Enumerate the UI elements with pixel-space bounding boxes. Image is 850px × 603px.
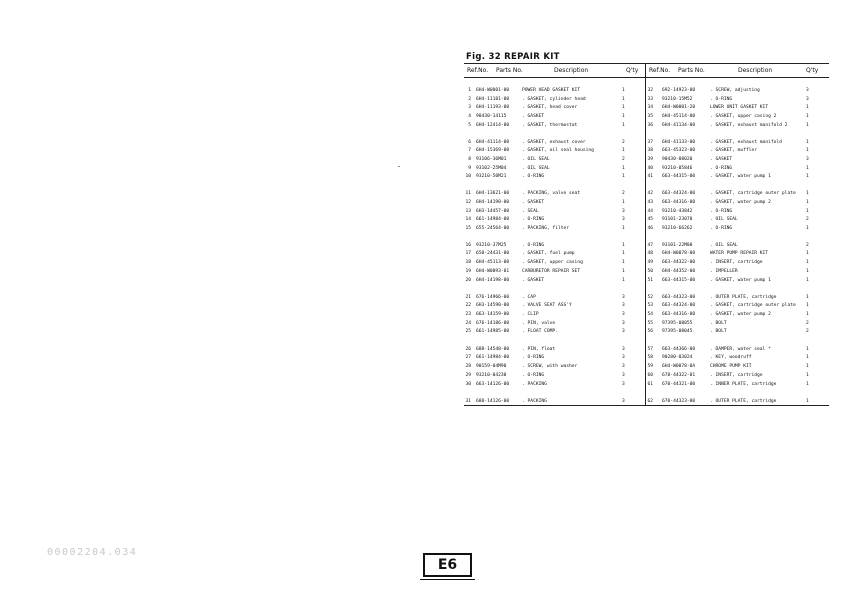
part-number: 6H4-W0001-00 bbox=[476, 88, 510, 93]
ref-number: 30 bbox=[465, 382, 471, 387]
part-description: . VALVE SEAT ASS'Y bbox=[522, 303, 572, 308]
part-description: . INSERT, cartridge bbox=[710, 373, 763, 378]
quantity: 1 bbox=[622, 123, 625, 128]
part-number: 93210-66262 bbox=[662, 226, 693, 231]
quantity: 1 bbox=[806, 226, 809, 231]
ref-number: 9 bbox=[468, 166, 471, 171]
header-ref-left: Ref.No. bbox=[467, 67, 489, 74]
part-description: . GASKET, muffler bbox=[710, 148, 758, 153]
quantity: 3 bbox=[806, 157, 809, 162]
quantity: 1 bbox=[622, 174, 625, 179]
part-description: . GASKET, exhaust manifold 2 bbox=[710, 123, 788, 128]
header-ref-right: Ref.No. bbox=[649, 67, 671, 74]
ref-number: 39 bbox=[647, 157, 653, 162]
part-number: 6H4-W0001-20 bbox=[662, 105, 696, 110]
part-description: . SCREW, adjusting bbox=[710, 88, 760, 93]
column-divider bbox=[645, 76, 646, 405]
part-description: . OIL SEAL bbox=[710, 243, 738, 248]
part-number: 663-44315-00 bbox=[662, 278, 696, 283]
ref-number: 54 bbox=[647, 312, 653, 317]
part-number: 663-44316-00 bbox=[662, 312, 696, 317]
part-description: . PIN, valve bbox=[522, 321, 556, 326]
part-number: 93101-22M00 bbox=[662, 243, 693, 248]
quantity: 1 bbox=[806, 382, 809, 387]
ref-number: 48 bbox=[647, 251, 653, 256]
part-number: 97395-08055 bbox=[662, 321, 693, 326]
quantity: 1 bbox=[806, 174, 809, 179]
ref-number: 42 bbox=[647, 191, 653, 196]
part-description: . OIL SEAL bbox=[710, 217, 738, 222]
quantity: 1 bbox=[806, 278, 809, 283]
part-number: 663-45323-00 bbox=[662, 148, 696, 153]
ref-number: 50 bbox=[647, 269, 653, 274]
quantity: 3 bbox=[806, 97, 809, 102]
part-number: 670-44323-00 bbox=[662, 399, 696, 404]
header-qty-left: Q'ty bbox=[626, 67, 639, 74]
part-description: . O-RING bbox=[710, 97, 733, 102]
part-description: . GASKET bbox=[522, 114, 545, 119]
quantity: 1 bbox=[622, 269, 625, 274]
part-description: . KEY, woodruff bbox=[710, 355, 752, 360]
part-number: 93210-37M25 bbox=[476, 243, 507, 248]
part-number: 663-44323-00 bbox=[662, 295, 696, 300]
part-number: 661-14984-00 bbox=[476, 217, 510, 222]
part-number: 90159-04M90 bbox=[476, 364, 507, 369]
part-number: 6H4-41114-00 bbox=[476, 140, 510, 145]
part-description: . OIL SEAL bbox=[522, 166, 550, 171]
part-number: 93101-23070 bbox=[662, 217, 693, 222]
part-number: 90430-08020 bbox=[662, 157, 693, 162]
part-description: . GASKET, fuel pump bbox=[522, 251, 575, 256]
part-description: . GASKET, thermostat bbox=[522, 123, 578, 128]
part-number: 6H4-11193-00 bbox=[476, 105, 510, 110]
part-description: . PACKING bbox=[522, 382, 547, 387]
part-description: . PACKING, valve seat bbox=[522, 191, 581, 196]
quantity: 1 bbox=[622, 105, 625, 110]
part-description: . OUTER PLATE, cartridge bbox=[710, 399, 777, 404]
part-number: 6H4-44352-00 bbox=[662, 269, 696, 274]
ref-number: 56 bbox=[647, 329, 653, 334]
quantity: 3 bbox=[622, 382, 625, 387]
quantity: 3 bbox=[806, 88, 809, 93]
header-part-left: Parts No. bbox=[496, 67, 523, 74]
ref-number: 38 bbox=[647, 148, 653, 153]
part-number: 93210-04230 bbox=[476, 373, 507, 378]
ref-number: 53 bbox=[647, 303, 653, 308]
ref-number: 34 bbox=[647, 105, 653, 110]
ref-number: 51 bbox=[647, 278, 653, 283]
ref-number: 24 bbox=[465, 321, 471, 326]
ref-number: 32 bbox=[647, 88, 653, 93]
part-number: 661-14984-00 bbox=[476, 355, 510, 360]
quantity: 1 bbox=[806, 295, 809, 300]
ref-number: 7 bbox=[468, 148, 471, 153]
part-number: 93210-43842 bbox=[662, 209, 693, 214]
part-number: 6H3-14457-00 bbox=[476, 209, 510, 214]
quantity: 1 bbox=[622, 200, 625, 205]
quantity: 2 bbox=[806, 243, 809, 248]
part-number: 6H4-12414-00 bbox=[476, 123, 510, 128]
ref-number: 13 bbox=[465, 209, 471, 214]
part-number: 6H4-14198-00 bbox=[476, 200, 510, 205]
part-description: . INSERT, cartridge bbox=[710, 260, 763, 265]
quantity: 2 bbox=[806, 329, 809, 334]
ref-number: 40 bbox=[647, 166, 653, 171]
quantity: 3 bbox=[622, 355, 625, 360]
ref-number: 19 bbox=[465, 269, 471, 274]
part-description: . GASKET bbox=[710, 157, 733, 162]
part-number: 6H4-14198-00 bbox=[476, 278, 510, 283]
quantity: 1 bbox=[806, 105, 809, 110]
part-description: . GASKET, upper casing bbox=[522, 260, 583, 265]
quantity: 1 bbox=[622, 278, 625, 283]
ref-number: 20 bbox=[465, 278, 471, 283]
part-number: 670-44321-00 bbox=[662, 382, 696, 387]
part-description: . BOLT bbox=[710, 321, 727, 326]
quantity: 1 bbox=[806, 373, 809, 378]
part-number: 93210-15M52 bbox=[662, 97, 693, 102]
ref-number: 59 bbox=[647, 364, 653, 369]
part-number: 93102-25M04 bbox=[476, 166, 507, 171]
quantity: 2 bbox=[806, 217, 809, 222]
ref-number: 17 bbox=[465, 251, 471, 256]
part-number: 663-44316-00 bbox=[662, 200, 696, 205]
quantity: 1 bbox=[622, 114, 625, 119]
document-code: 00002204.034 bbox=[47, 547, 138, 558]
quantity: 1 bbox=[622, 97, 625, 102]
ref-number: 16 bbox=[465, 243, 471, 248]
quantity: 1 bbox=[622, 166, 625, 171]
part-description: . PACKING bbox=[522, 399, 547, 404]
part-description: . INNER PLATE, cartridge bbox=[710, 382, 777, 387]
part-number: 692-14923-00 bbox=[662, 88, 696, 93]
part-description: . IMPELLER bbox=[710, 269, 738, 274]
table-bottom-rule bbox=[464, 405, 829, 406]
quantity: 3 bbox=[622, 329, 625, 334]
ref-number: 14 bbox=[465, 217, 471, 222]
ref-number: 23 bbox=[465, 312, 471, 317]
ref-number: 28 bbox=[465, 364, 471, 369]
part-number: 676-14966-00 bbox=[476, 295, 510, 300]
ref-number: 11 bbox=[465, 191, 471, 196]
ref-number: 22 bbox=[465, 303, 471, 308]
ref-number: 41 bbox=[647, 174, 653, 179]
part-number: 663-44322-00 bbox=[662, 260, 696, 265]
part-description: . CLIP bbox=[522, 312, 539, 317]
quantity: 3 bbox=[622, 364, 625, 369]
ref-number: 12 bbox=[465, 200, 471, 205]
part-description: . O-RING bbox=[522, 373, 545, 378]
ref-number: 15 bbox=[465, 226, 471, 231]
part-number: 6H4-13621-00 bbox=[476, 191, 510, 196]
part-number: 6H4-15369-00 bbox=[476, 148, 510, 153]
quantity: 1 bbox=[806, 364, 809, 369]
part-number: 676-14186-00 bbox=[476, 321, 510, 326]
part-description: . O-RING bbox=[522, 243, 545, 248]
ref-number: 46 bbox=[647, 226, 653, 231]
quantity: 1 bbox=[806, 166, 809, 171]
part-number: 93106-36M01 bbox=[476, 157, 507, 162]
ref-number: 57 bbox=[647, 347, 653, 352]
part-description: LOWER UNIT GASKET KIT bbox=[710, 105, 769, 110]
ref-number: 26 bbox=[465, 347, 471, 352]
ref-number: 8 bbox=[468, 157, 471, 162]
part-description: . PIN, float bbox=[522, 347, 556, 352]
quantity: 1 bbox=[806, 148, 809, 153]
part-number: 6H3-14590-00 bbox=[476, 303, 510, 308]
part-number: 6H4-41134-00 bbox=[662, 123, 696, 128]
ref-number: 36 bbox=[647, 123, 653, 128]
ref-number: 33 bbox=[647, 97, 653, 102]
quantity: 2 bbox=[622, 157, 625, 162]
part-number: 663-14159-00 bbox=[476, 312, 510, 317]
ref-number: 6 bbox=[468, 140, 471, 145]
quantity: 3 bbox=[622, 217, 625, 222]
ref-number: 21 bbox=[465, 295, 471, 300]
ref-number: 4 bbox=[468, 114, 471, 119]
part-number: 93210-50M21 bbox=[476, 174, 507, 179]
part-description: . OUTER PLATE, cartridge bbox=[710, 295, 777, 300]
ref-number: 61 bbox=[647, 382, 653, 387]
ref-number: 43 bbox=[647, 200, 653, 205]
ref-number: 25 bbox=[465, 329, 471, 334]
part-number: 663-44366-00 bbox=[662, 347, 696, 352]
part-description: . GASKET, cartridge outer plate bbox=[710, 191, 796, 196]
ref-number: 29 bbox=[465, 373, 471, 378]
quantity: 2 bbox=[622, 191, 625, 196]
part-description: . GASKET, water pump 1 bbox=[710, 278, 771, 283]
part-description: . O-RING bbox=[522, 217, 545, 222]
quantity: 1 bbox=[806, 260, 809, 265]
quantity: 1 bbox=[806, 312, 809, 317]
quantity: 1 bbox=[806, 347, 809, 352]
part-number: 661-14985-00 bbox=[476, 329, 510, 334]
quantity: 1 bbox=[806, 200, 809, 205]
part-description: . O-RING bbox=[710, 209, 733, 214]
quantity: 3 bbox=[622, 209, 625, 214]
quantity: 1 bbox=[806, 191, 809, 196]
part-description: . GASKET, water pump 1 bbox=[710, 174, 771, 179]
quantity: 1 bbox=[806, 355, 809, 360]
part-number: 6H4-45113-00 bbox=[476, 260, 510, 265]
ref-number: 1 bbox=[468, 88, 471, 93]
quantity: 1 bbox=[806, 399, 809, 404]
quantity: 2 bbox=[622, 140, 625, 145]
ref-number: 47 bbox=[647, 243, 653, 248]
part-number: 93210-05846 bbox=[662, 166, 693, 171]
part-description: . BOLT bbox=[710, 329, 727, 334]
quantity: 1 bbox=[806, 209, 809, 214]
ref-number: 44 bbox=[647, 209, 653, 214]
part-description: . GASKET, oil seal housing bbox=[522, 148, 594, 153]
part-description: . GASKET, cartridge outer plate bbox=[710, 303, 796, 308]
parts-table bbox=[464, 63, 829, 78]
part-number: 6H4-W0093-01 bbox=[476, 269, 510, 274]
ref-number: 18 bbox=[465, 260, 471, 265]
part-number: 90430-14115 bbox=[476, 114, 507, 119]
part-number: 97395-08045 bbox=[662, 329, 693, 334]
scan-speck bbox=[398, 166, 400, 167]
quantity: 3 bbox=[622, 321, 625, 326]
ref-number: 62 bbox=[647, 399, 653, 404]
ref-number: 3 bbox=[468, 105, 471, 110]
ref-number: 52 bbox=[647, 295, 653, 300]
part-description: . GASKET, water pump 2 bbox=[710, 312, 771, 317]
part-number: 6H4-11181-00 bbox=[476, 97, 510, 102]
part-number: 6H4-W0078-00 bbox=[662, 251, 696, 256]
part-description: . GASKET, exhaust cover bbox=[522, 140, 586, 145]
quantity: 3 bbox=[622, 399, 625, 404]
part-number: 688-14126-00 bbox=[476, 399, 510, 404]
quantity: 1 bbox=[622, 148, 625, 153]
quantity: 1 bbox=[806, 123, 809, 128]
part-description: CARBURETOR REPAIR SET bbox=[522, 269, 581, 274]
table-header bbox=[464, 63, 829, 78]
ref-number: 37 bbox=[647, 140, 653, 145]
part-description: . GASKET bbox=[522, 200, 545, 205]
part-number: 90280-03024 bbox=[662, 355, 693, 360]
ref-number: 31 bbox=[465, 399, 471, 404]
part-description: . CAP bbox=[522, 295, 536, 300]
ref-number: 35 bbox=[647, 114, 653, 119]
page-label: E6 bbox=[423, 553, 472, 577]
ref-number: 10 bbox=[465, 174, 471, 179]
part-description: . GASKET, head cover bbox=[522, 105, 578, 110]
part-number: 663-44324-00 bbox=[662, 191, 696, 196]
part-description: . FLOAT COMP. bbox=[522, 329, 558, 334]
part-description: . GASKET, exhaust manifold bbox=[710, 140, 782, 145]
quantity: 1 bbox=[622, 260, 625, 265]
quantity: 1 bbox=[622, 226, 625, 231]
header-desc-right: Description bbox=[738, 67, 773, 74]
part-number: 6H4-W0078-0A bbox=[662, 364, 696, 369]
quantity: 1 bbox=[806, 114, 809, 119]
part-description: . SEAL bbox=[522, 209, 539, 214]
ref-number: 49 bbox=[647, 260, 653, 265]
quantity: 3 bbox=[622, 312, 625, 317]
quantity: 1 bbox=[806, 269, 809, 274]
part-description: . DAMPER, water seal * bbox=[710, 347, 771, 352]
part-number: 688-14548-00 bbox=[476, 347, 510, 352]
quantity: 1 bbox=[806, 303, 809, 308]
quantity: 3 bbox=[622, 303, 625, 308]
part-description: . GASKET, water pump 2 bbox=[710, 200, 771, 205]
ref-number: 5 bbox=[468, 123, 471, 128]
header-qty-right: Q'ty bbox=[806, 67, 819, 74]
part-number: 655-24564-00 bbox=[476, 226, 510, 231]
ref-number: 58 bbox=[647, 355, 653, 360]
part-description: . GASKET bbox=[522, 278, 545, 283]
part-description: . O-RING bbox=[710, 226, 733, 231]
part-number: 6H4-41133-00 bbox=[662, 140, 696, 145]
quantity: 1 bbox=[622, 251, 625, 256]
part-description: . GASKET, upper casing 2 bbox=[710, 114, 777, 119]
part-number: 650-24431-00 bbox=[476, 251, 510, 256]
part-description: WATER PUMP REPAIR KIT bbox=[710, 251, 769, 256]
figure-title: Fig. 32 REPAIR KIT bbox=[466, 52, 560, 62]
part-number: 663-44324-00 bbox=[662, 303, 696, 308]
part-description: . O-RING bbox=[522, 174, 545, 179]
part-number: 663-44315-00 bbox=[662, 174, 696, 179]
part-description: POWER HEAD GASKET KIT bbox=[522, 88, 581, 93]
part-number: 670-44322-01 bbox=[662, 373, 696, 378]
part-description: CHROME PUMP KIT bbox=[710, 364, 752, 369]
quantity: 1 bbox=[806, 251, 809, 256]
part-number: 6H4-45114-00 bbox=[662, 114, 696, 119]
part-description: . GASKET, cylinder head bbox=[522, 97, 586, 102]
part-description: . O-RING bbox=[522, 355, 545, 360]
quantity: 3 bbox=[622, 295, 625, 300]
ref-number: 27 bbox=[465, 355, 471, 360]
quantity: 1 bbox=[806, 140, 809, 145]
part-description: . PACKING, filter bbox=[522, 226, 570, 231]
ref-number: 55 bbox=[647, 321, 653, 326]
part-number: 663-14126-00 bbox=[476, 382, 510, 387]
header-desc-left: Description bbox=[554, 67, 589, 74]
quantity: 3 bbox=[622, 347, 625, 352]
part-description: . OIL SEAL bbox=[522, 157, 550, 162]
quantity: 3 bbox=[622, 373, 625, 378]
quantity: 1 bbox=[622, 243, 625, 248]
part-description: . O-RING bbox=[710, 166, 733, 171]
quantity: 1 bbox=[622, 88, 625, 93]
ref-number: 60 bbox=[647, 373, 653, 378]
ref-number: 2 bbox=[468, 97, 471, 102]
part-description: . SCREW, with washer bbox=[522, 364, 578, 369]
quantity: 2 bbox=[806, 321, 809, 326]
header-part-right: Parts No. bbox=[678, 67, 705, 74]
ref-number: 45 bbox=[647, 217, 653, 222]
